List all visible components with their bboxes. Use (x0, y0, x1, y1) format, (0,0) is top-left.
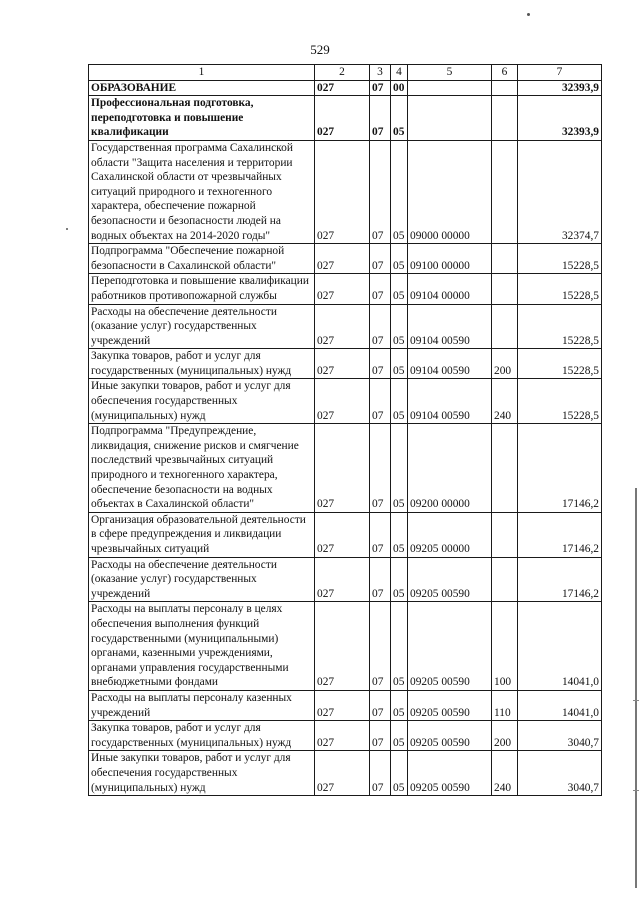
row-name-cell: Государственная программа Сахалинской области "Защита населения и территории Сахалинской области от чрезвычайных ситуаций природного и техногенного характера, обеспечение пожарной безопасности и безопасности людей на водных объектах на 2014-2020 годы" (89, 140, 315, 243)
scan-edge-line (635, 488, 637, 888)
expense-type-cell: 200 (492, 721, 518, 751)
target-article-cell: 09205 00590 (408, 751, 492, 796)
expense-type-cell (492, 512, 518, 557)
ministry-code-cell: 027 (315, 140, 370, 243)
table-row (89, 690, 602, 720)
table-row (89, 80, 602, 96)
subsection-code-cell: 05 (391, 512, 408, 557)
target-article-cell: 09205 00590 (408, 602, 492, 691)
table-row (89, 721, 602, 751)
column-number: 4 (391, 65, 408, 81)
row-name-cell: Расходы на обеспечение деятельности (оказание услуг) государственных учреждений (89, 557, 315, 602)
ministry-code-cell: 027 (315, 96, 370, 141)
ministry-code-cell: 027 (315, 690, 370, 720)
expense-type-cell: 100 (492, 602, 518, 691)
target-article-cell: 09205 00590 (408, 721, 492, 751)
section-code-cell: 07 (370, 96, 391, 141)
amount-cell: 17146,2 (518, 512, 602, 557)
expense-type-cell (492, 244, 518, 274)
budget-table (88, 64, 602, 796)
expense-type-cell (492, 274, 518, 304)
target-article-cell: 09000 00000 (408, 140, 492, 243)
column-number: 6 (492, 65, 518, 81)
expense-type-cell: 200 (492, 349, 518, 379)
subsection-code-cell: 05 (391, 602, 408, 691)
section-code-cell: 07 (370, 80, 391, 96)
subsection-code-cell: 05 (391, 751, 408, 796)
amount-cell: 3040,7 (518, 721, 602, 751)
subsection-code-cell: 05 (391, 140, 408, 243)
amount-cell: 32374,7 (518, 140, 602, 243)
expense-type-cell: 110 (492, 690, 518, 720)
table-row (89, 96, 602, 141)
column-number: 3 (370, 65, 391, 81)
expense-type-cell (492, 424, 518, 513)
ministry-code-cell: 027 (315, 512, 370, 557)
target-article-cell: 09200 00000 (408, 424, 492, 513)
section-code-cell: 07 (370, 274, 391, 304)
target-article-cell: 09104 00590 (408, 349, 492, 379)
amount-cell: 15228,5 (518, 349, 602, 379)
subsection-code-cell: 05 (391, 244, 408, 274)
subsection-code-cell: 05 (391, 424, 408, 513)
target-article-cell: 09205 00590 (408, 557, 492, 602)
target-article-cell (408, 80, 492, 96)
table-row (89, 379, 602, 424)
subsection-code-cell: 00 (391, 80, 408, 96)
section-code-cell: 07 (370, 424, 391, 513)
subsection-code-cell: 05 (391, 274, 408, 304)
section-code-cell: 07 (370, 690, 391, 720)
target-article-cell (408, 96, 492, 141)
section-code-cell: 07 (370, 602, 391, 691)
subsection-code-cell: 05 (391, 96, 408, 141)
ministry-code-cell: 027 (315, 721, 370, 751)
table-row (89, 751, 602, 796)
section-code-cell: 07 (370, 379, 391, 424)
amount-cell: 32393,9 (518, 80, 602, 96)
row-name-cell: Переподготовка и повышение квалификации работников противопожарной службы (89, 274, 315, 304)
expense-type-cell (492, 304, 518, 349)
table-row (89, 349, 602, 379)
section-code-cell: 07 (370, 349, 391, 379)
table-row (89, 602, 602, 691)
column-number: 7 (518, 65, 602, 81)
row-name-cell: ОБРАЗОВАНИЕ (89, 80, 315, 96)
ministry-code-cell: 027 (315, 304, 370, 349)
section-code-cell: 07 (370, 751, 391, 796)
amount-cell: 15228,5 (518, 304, 602, 349)
subsection-code-cell: 05 (391, 690, 408, 720)
row-name-cell: Организация образовательной деятельности в сфере предупреждения и ликвидации чрезвычайных ситуаций (89, 512, 315, 557)
expense-type-cell (492, 80, 518, 96)
ministry-code-cell: 027 (315, 244, 370, 274)
row-name-cell: Профессиональная подготовка, переподготовка и повышение квалификации (89, 96, 315, 141)
expense-type-cell (492, 557, 518, 602)
table-row (89, 512, 602, 557)
scan-speck (527, 13, 530, 16)
section-code-cell: 07 (370, 140, 391, 243)
row-name-cell: Иные закупки товаров, работ и услуг для обеспечения государственных (муниципальных) нужд (89, 379, 315, 424)
scan-speck (66, 228, 68, 230)
section-code-cell: 07 (370, 721, 391, 751)
ministry-code-cell: 027 (315, 349, 370, 379)
ministry-code-cell: 027 (315, 751, 370, 796)
table-row (89, 557, 602, 602)
target-article-cell: 09100 00000 (408, 244, 492, 274)
table-row (89, 304, 602, 349)
scan-edge-tick (633, 790, 639, 791)
expense-type-cell: 240 (492, 751, 518, 796)
column-number: 2 (315, 65, 370, 81)
budget-table-wrapper (88, 64, 601, 796)
target-article-cell: 09205 00000 (408, 512, 492, 557)
target-article-cell: 09205 00590 (408, 690, 492, 720)
page-number: 529 (310, 42, 330, 57)
row-name-cell: Закупка товаров, работ и услуг для государственных (муниципальных) нужд (89, 721, 315, 751)
target-article-cell: 09104 00590 (408, 304, 492, 349)
expense-type-cell (492, 140, 518, 243)
row-name-cell: Подпрограмма "Обеспечение пожарной безопасности в Сахалинской области" (89, 244, 315, 274)
ministry-code-cell: 027 (315, 602, 370, 691)
amount-cell: 32393,9 (518, 96, 602, 141)
column-number: 1 (89, 65, 315, 81)
row-name-cell: Закупка товаров, работ и услуг для государственных (муниципальных) нужд (89, 349, 315, 379)
row-name-cell: Расходы на выплаты персоналу в целях обеспечения выполнения функций государственными (муниципальными) органами, казенными учреждениями, органами управления государственными внебюджетными фондами (89, 602, 315, 691)
row-name-cell: Расходы на обеспечение деятельности (оказание услуг) государственных учреждений (89, 304, 315, 349)
row-name-cell: Подпрограмма "Предупреждение, ликвидация, снижение рисков и смягчение последствий чрезвычайных ситуаций природного и техногенного характера, обеспечение безопасности на водных объектах в Сахалинской области" (89, 424, 315, 513)
amount-cell: 14041,0 (518, 690, 602, 720)
target-article-cell: 09104 00590 (408, 379, 492, 424)
column-number: 5 (408, 65, 492, 81)
section-code-cell: 07 (370, 244, 391, 274)
subsection-code-cell: 05 (391, 721, 408, 751)
section-code-cell: 07 (370, 512, 391, 557)
table-row (89, 140, 602, 243)
row-name-cell: Расходы на выплаты персоналу казенных учреждений (89, 690, 315, 720)
amount-cell: 15228,5 (518, 244, 602, 274)
section-code-cell: 07 (370, 304, 391, 349)
expense-type-cell: 240 (492, 379, 518, 424)
table-row (89, 244, 602, 274)
amount-cell: 15228,5 (518, 274, 602, 304)
ministry-code-cell: 027 (315, 274, 370, 304)
amount-cell: 3040,7 (518, 751, 602, 796)
expense-type-cell (492, 96, 518, 141)
target-article-cell: 09104 00000 (408, 274, 492, 304)
subsection-code-cell: 05 (391, 349, 408, 379)
column-number-row (89, 65, 602, 81)
amount-cell: 15228,5 (518, 379, 602, 424)
table-row (89, 424, 602, 513)
subsection-code-cell: 05 (391, 304, 408, 349)
amount-cell: 14041,0 (518, 602, 602, 691)
scan-edge-tick (633, 700, 639, 701)
row-name-cell: Иные закупки товаров, работ и услуг для обеспечения государственных (муниципальных) нужд (89, 751, 315, 796)
amount-cell: 17146,2 (518, 557, 602, 602)
amount-cell: 17146,2 (518, 424, 602, 513)
ministry-code-cell: 027 (315, 557, 370, 602)
section-code-cell: 07 (370, 557, 391, 602)
subsection-code-cell: 05 (391, 557, 408, 602)
ministry-code-cell: 027 (315, 80, 370, 96)
ministry-code-cell: 027 (315, 424, 370, 513)
table-row (89, 274, 602, 304)
ministry-code-cell: 027 (315, 379, 370, 424)
subsection-code-cell: 05 (391, 379, 408, 424)
